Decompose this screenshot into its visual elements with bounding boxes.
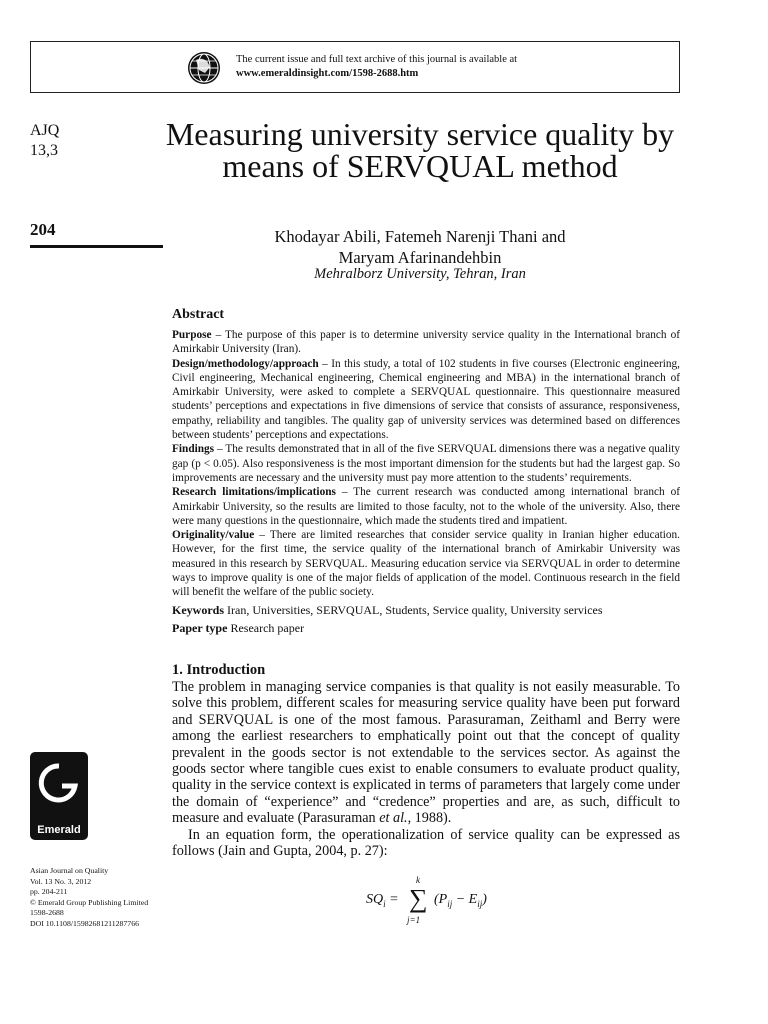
abstract-findings	[172, 442, 680, 485]
intro-etal: et al.	[379, 810, 408, 827]
authors-line-2: Maryam Afarinandehbin	[338, 248, 502, 267]
keywords-text: Iran, Universities, SERVQUAL, Students, Service quality, University services	[224, 602, 603, 617]
sum-lower-limit: j=1	[407, 915, 421, 925]
emerald-logo-text: Emerald	[37, 824, 81, 836]
banner-text	[236, 53, 517, 81]
abstract-heading: Abstract	[172, 307, 225, 322]
journal-volume: 13,3	[30, 142, 58, 159]
banner-line: The current issue and full text archive of this journal is available at	[236, 54, 518, 65]
limitations-text: – The current research was conducted among international branch of Amirkabir University, so the results are limited to those faculty, not to the whole of the university. Also, there were many questions in the questionnaire, which made the students tired and impatient.	[172, 486, 681, 527]
pub-pages: pp. 204-211	[30, 887, 68, 897]
introduction-body	[172, 679, 680, 859]
authors-line-1: Khodayar Abili, Fatemeh Narenji Thani and	[274, 227, 566, 246]
summation-symbol: ∑	[409, 884, 428, 913]
intro-paragraph-1	[172, 679, 680, 827]
journal-banner	[30, 41, 680, 93]
intro-para1-end: , 1988).	[407, 810, 452, 827]
abstract-limitations	[172, 485, 680, 528]
authors	[160, 226, 680, 268]
abstract-design	[172, 357, 680, 443]
sum-upper-limit: k	[416, 875, 420, 885]
abstract-body	[172, 328, 680, 636]
originality-text: – There are limited researches that consider service quality in Iranian higher education. However, for the first time, the service quality of the international branch of Amirkabir University was measured in this research by SERVQUAL. Measuring education service via SERVQUAL in order to determine ways to improve quality is one of the major fields of application of the model. Continuous research in the field will benefit the welfare of the public society.	[172, 529, 680, 599]
abstract-paper-type	[172, 620, 680, 636]
journal-abbrev: AJQ	[30, 122, 60, 139]
page-number: 204	[30, 220, 56, 239]
pub-issue: Vol. 13 No. 3, 2012	[30, 876, 92, 886]
equation-rhs: $(P_{ij} - E_{ij})$	[434, 892, 487, 909]
page-rule-divider	[30, 245, 163, 248]
purpose-text: – The purpose of this paper is to determine university service quality in the International branch of Amirkabir University (Iran).	[172, 329, 680, 356]
pub-issn: 1598-2688	[30, 908, 64, 918]
papertype-label: Paper type	[172, 620, 228, 635]
equation-lhs: $SQ_i$ =	[366, 892, 399, 909]
banner-url-link[interactable]: www.emeraldinsight.com/1598-2688.htm	[236, 68, 419, 79]
journal-code	[30, 121, 59, 161]
globe-icon	[187, 51, 221, 85]
abstract-keywords	[172, 602, 680, 618]
findings-text: – The results demonstrated that in all of the five SERVQUAL dimensions there was a negative quality gap (p < 0.05). Also responsiveness is the most important dimension for the students but had the largest gap. So improvements are necessary and the university must pay more attention to the students’ requirements.	[172, 443, 680, 484]
pub-doi[interactable]: DOI 10.1108/15982681211287766	[30, 918, 140, 928]
affiliation: Mehralborz University, Tehran, Iran	[314, 266, 526, 282]
pub-journal: Asian Journal on Quality	[30, 866, 109, 875]
keywords-label: Keywords	[172, 602, 224, 617]
pub-copyright: © Emerald Group Publishing Limited	[30, 897, 149, 907]
servqual-equation	[366, 875, 506, 926]
design-text: – In this study, a total of 102 students in five courses (Electronic engineering, Civil engineering, Mechanical engineering, Chemical engineering and MBA) in the international branch of Amirkabir University, were asked to complete a SERVQUAL questionnaire. This questionnaire measured students’ perceptions and expectations in five dimensions of service that consists of assurance, responsiveness, empathy, reliability and tangibles. The quality gap of university services was determined based on differences between students’ perceptions and expectations.	[172, 357, 680, 442]
findings-label: Findings	[172, 443, 215, 456]
paper-title: Measuring university service quality by means of SERVQUAL method	[165, 116, 675, 184]
abstract-originality	[172, 528, 680, 599]
papertype-text: Research paper	[227, 620, 305, 635]
originality-label: Originality/value	[172, 529, 255, 542]
design-label: Design/methodology/approach	[172, 357, 319, 370]
section-heading-introduction: 1. Introduction	[172, 662, 266, 678]
publication-info	[30, 866, 180, 930]
emerald-logo-icon	[30, 752, 88, 840]
limitations-label: Research limitations/implications	[172, 486, 336, 499]
intro-paragraph-2: In an equation form, the operationalization of service quality can be expressed as follows (Jain and Gupta, 2004, p. 27):	[172, 826, 680, 860]
purpose-label: Purpose	[172, 329, 212, 341]
abstract-purpose	[172, 328, 680, 357]
intro-para1-text: The problem in managing service companies is that quality is not easily measurable. To solve this problem, different scales for measuring service quality have been put forward and SERVQUAL is one of the most famous. Parasuraman, Zeithaml and Berry were among the earliest researchers to emphatically point out that the concept of quality prevalent in the goods sector is not extendable to the services sector. As against the goods sector where tangible cues exist to enable consumers to evaluate product quality, quality in the service context is explicated in terms of parameters that largely come under the domain of “experience” and “credence” properties and are, as such, difficult to measure and evaluate (Parasuraman	[172, 679, 680, 827]
